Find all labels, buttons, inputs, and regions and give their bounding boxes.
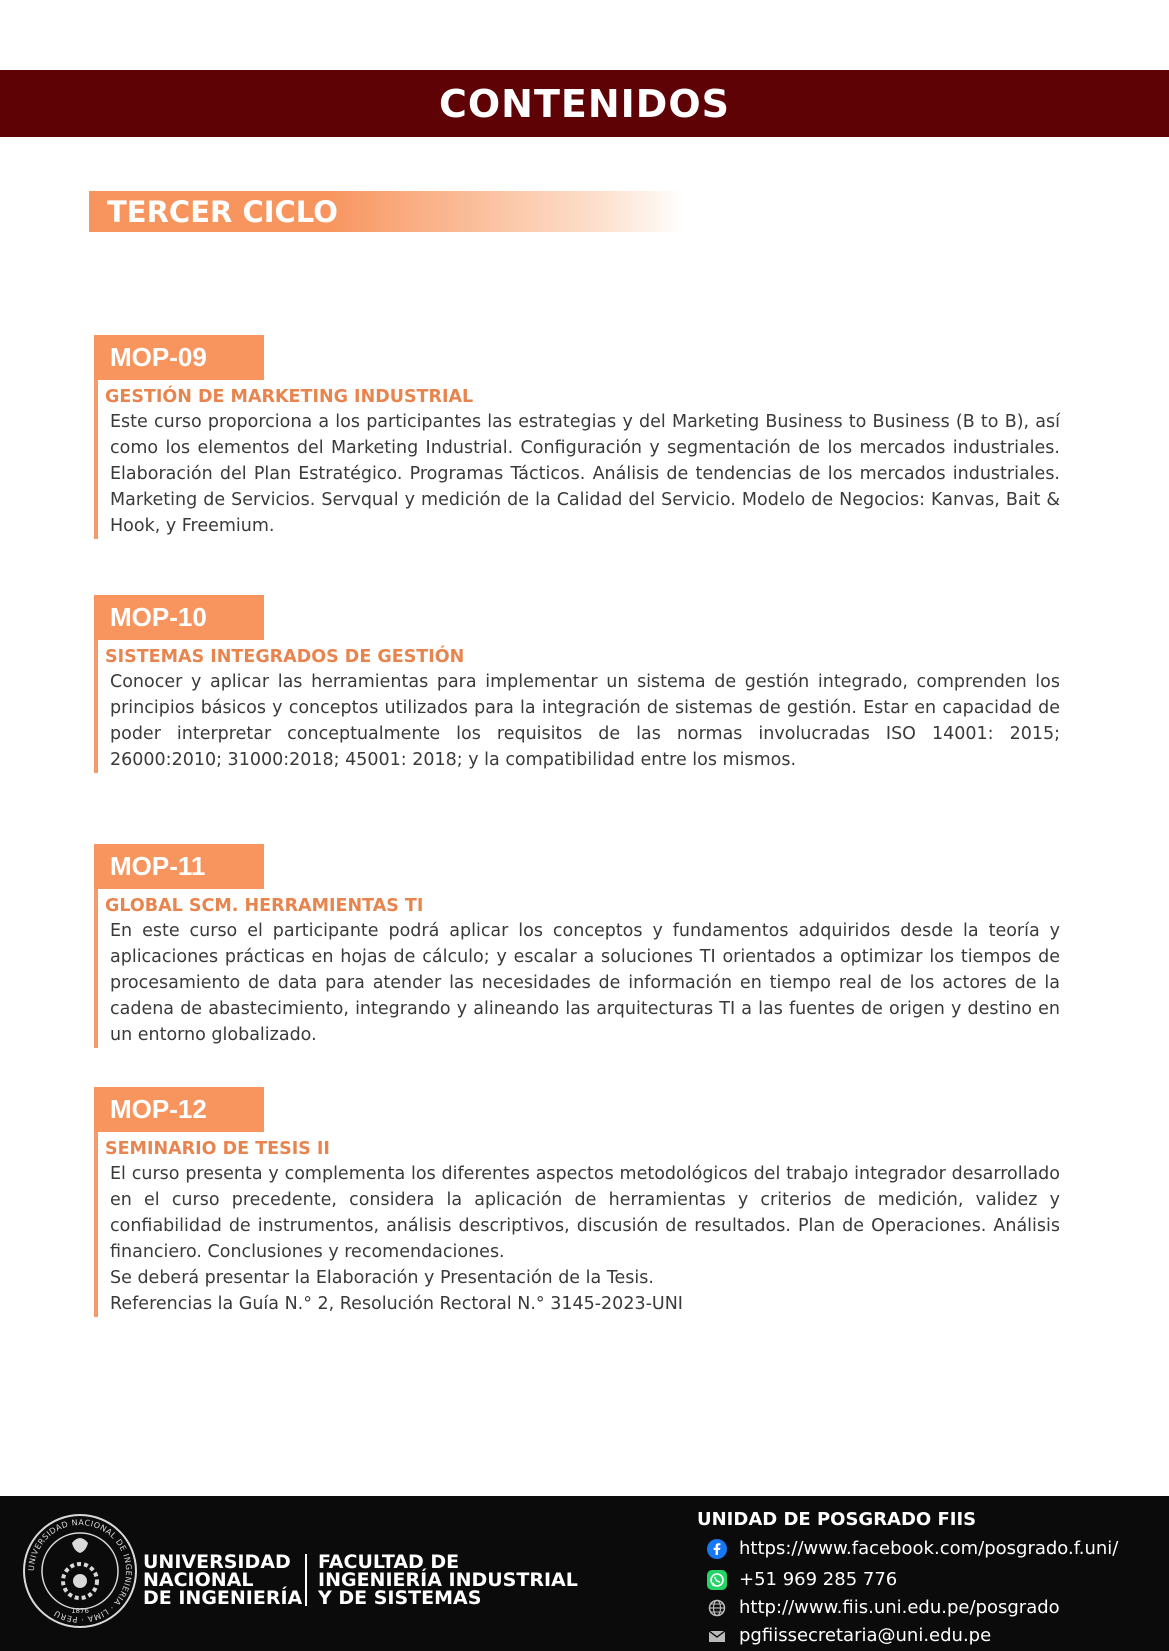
whatsapp-icon [707, 1570, 727, 1590]
svg-text:UNIVERSIDAD NACIONAL DE INGENI: UNIVERSIDAD NACIONAL DE INGENIERIA · LIMA · PERU [26, 1517, 134, 1625]
course-name: SISTEMAS INTEGRADOS DE GESTIÓN [105, 647, 465, 667]
faculty-name-line: Y DE SISTEMAS [318, 1587, 482, 1609]
course-paragraph: Referencias la Guía N.° 2, Resolución Rectoral N.° 3145-2023-UNI [110, 1294, 683, 1314]
course-code: MOP-12 [94, 1087, 264, 1132]
contact-facebook-text[interactable]: https://www.facebook.com/posgrado.f.uni/ [739, 1538, 1119, 1559]
course-name: GLOBAL SCM. HERRAMIENTAS TI [105, 896, 424, 916]
contact-email[interactable] [707, 1625, 991, 1646]
footer [0, 1496, 1169, 1651]
course-mop-12 [94, 1087, 1094, 1317]
course-description [98, 409, 1094, 539]
faculty-name-line: INGENIERÍA INDUSTRIAL [318, 1569, 578, 1591]
contact-email-text[interactable]: pgfiissecretaria@uni.edu.pe [739, 1625, 992, 1646]
course-code: MOP-10 [94, 595, 264, 640]
course-description [98, 918, 1094, 1048]
globe-icon [707, 1598, 727, 1618]
contact-whatsapp[interactable] [707, 1569, 897, 1590]
cycle-title: TERCER CICLO [107, 194, 338, 229]
course-name: GESTIÓN DE MARKETING INDUSTRIAL [105, 387, 474, 407]
university-name-line: DE INGENIERÍA [143, 1587, 303, 1609]
cycle-heading-bar [89, 191, 684, 232]
course-paragraph: Este curso proporciona a los participantes las estrategias y del Marketing Business to Business (B to B), así como los elementos del Marketing Industrial. Configuración y segmentación de los mercados industriales. Elaboración del Plan Estratégico. Programas Tácticos. Análisis de tendencias de los mercados industriales. Marketing de Servicios. Servqual y medición de la Calidad del Servicio. Modelo de Negocios: Kanvas, Bait & Hook, y Freemium. [110, 412, 1060, 536]
facebook-icon [707, 1539, 727, 1559]
course-code: MOP-11 [94, 844, 264, 889]
course-mop-09 [94, 335, 1094, 539]
university-name-line: NACIONAL [143, 1569, 254, 1591]
course-paragraph: El curso presenta y complementa los diferentes aspectos metodológicos del trabajo integrador desarrollado en el curso precedente, considera la aplicación de herramientas y criterios de medición, validez y confiabilidad de instrumentos, análisis descriptivos, discusión de resultados. Plan de Operaciones. Análisis financiero. Conclusiones y recomendaciones. [110, 1164, 1060, 1262]
university-seal-icon [22, 1513, 138, 1629]
course-code: MOP-09 [94, 335, 264, 380]
contact-title: UNIDAD DE POSGRADO FIIS [697, 1509, 977, 1530]
footer-divider [305, 1554, 307, 1606]
course-paragraph: En este curso el participante podrá aplicar los conceptos y fundamentos adquiridos desde la teoría y aplicaciones prácticas en hojas de cálculo; y escalar a soluciones TI orientados a optimizar los tiempos de procesamiento de data para atender las necesidades de información en tiempo real de los actores de la cadena de abastecimiento, integrando y alineando las arquitecturas TI a las fuentes de origen y destino en un entorno globalizado. [110, 921, 1060, 1045]
university-name-line: UNIVERSIDAD [143, 1551, 291, 1573]
contact-phone-text[interactable]: +51 969 285 776 [739, 1569, 898, 1590]
course-description [98, 1161, 1094, 1317]
contact-website[interactable] [707, 1597, 1060, 1618]
course-mop-10 [94, 595, 1094, 773]
faculty-name-line: FACULTAD DE [318, 1551, 460, 1573]
course-paragraph: Conocer y aplicar las herramientas para implementar un sistema de gestión integrado, comprenden los principios básicos y conceptos utilizados para la integración de sistemas de gestión. Estar en capacidad de poder interpretar conceptualmente los requisitos de las normas involucradas ISO 14001: 2015; 26000:2010; 31000:2018; 45001: 2018; y la compatibilidad entre los mismos. [110, 672, 1060, 770]
svg-text:1876: 1876 [71, 1607, 89, 1615]
faculty-name [318, 1553, 578, 1607]
header-banner [0, 70, 1169, 137]
page-title: CONTENIDOS [438, 81, 731, 126]
course-description [98, 669, 1094, 773]
contact-website-text[interactable]: http://www.fiis.uni.edu.pe/posgrado [739, 1597, 1060, 1618]
course-name: SEMINARIO DE TESIS II [105, 1139, 330, 1159]
course-paragraph: Se deberá presentar la Elaboración y Presentación de la Tesis. [110, 1268, 654, 1288]
contact-facebook[interactable] [707, 1538, 1118, 1559]
university-name [143, 1553, 302, 1607]
course-mop-11 [94, 844, 1094, 1048]
mail-icon [707, 1626, 727, 1646]
